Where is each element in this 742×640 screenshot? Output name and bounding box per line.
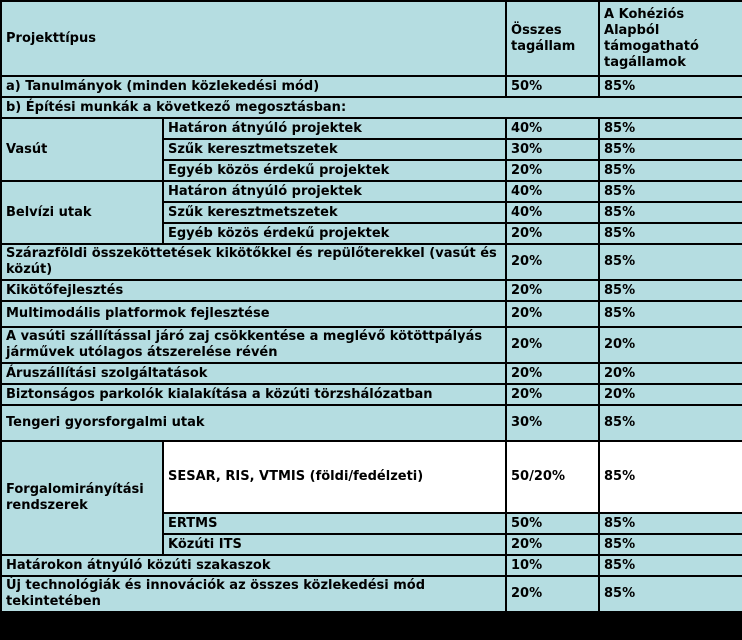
table-row — [2, 364, 742, 383]
sub-label: ERTMS — [164, 514, 505, 533]
row-value-all: 20% — [507, 535, 598, 554]
row-value-cohesion: 85% — [600, 535, 742, 554]
row-label: Új technológiák és innovációk az összes közlekedési mód tekintetében — [2, 577, 505, 611]
row-value-cohesion: 85% — [600, 224, 742, 243]
sub-label: Egyéb közös érdekű projektek — [164, 161, 505, 180]
row-label: Határokon átnyúló közúti szakaszok — [2, 556, 505, 575]
section-label: b) Építési munkák a következő megosztásban: — [2, 98, 742, 117]
row-label: Kikötőfejlesztés — [2, 281, 505, 300]
header-all-member-states: Összes tagállam — [507, 2, 598, 75]
row-value-all: 20% — [507, 577, 598, 611]
row-value-cohesion: 85% — [600, 577, 742, 611]
table-row — [2, 245, 742, 279]
row-value-cohesion: 85% — [600, 161, 742, 180]
sub-label: Szűk keresztmetszetek — [164, 203, 505, 222]
table-row — [2, 385, 742, 404]
table-row — [2, 77, 742, 96]
table-row — [2, 442, 742, 512]
row-value-all: 20% — [507, 364, 598, 383]
row-value-cohesion: 85% — [600, 77, 742, 96]
row-label: Tengeri gyorsforgalmi utak — [2, 406, 505, 440]
sub-label: Határon átnyúló projektek — [164, 182, 505, 201]
group-label-forgalom: Forgalomirányítási rendszerek — [2, 442, 162, 554]
row-value-cohesion: 20% — [600, 385, 742, 404]
row-value-cohesion: 85% — [600, 406, 742, 440]
sub-label: SESAR, RIS, VTMIS (földi/fedélzeti) — [164, 442, 505, 512]
row-value-all: 20% — [507, 385, 598, 404]
row-value-all: 40% — [507, 182, 598, 201]
table-row — [2, 182, 742, 201]
sub-label: Szűk keresztmetszetek — [164, 140, 505, 159]
table-row — [2, 556, 742, 575]
row-value-all: 20% — [507, 328, 598, 362]
sub-label: Közúti ITS — [164, 535, 505, 554]
row-value-cohesion: 85% — [600, 302, 742, 326]
row-value-all: 20% — [507, 302, 598, 326]
row-value-cohesion: 85% — [600, 281, 742, 300]
row-label: Multimodális platformok fejlesztése — [2, 302, 505, 326]
table-row — [2, 406, 742, 440]
row-value-all: 40% — [507, 119, 598, 138]
row-value-all: 50% — [507, 514, 598, 533]
header-row — [2, 2, 742, 75]
row-label: Biztonságos parkolók kialakítása a közúti törzshálózatban — [2, 385, 505, 404]
row-value-cohesion: 85% — [600, 514, 742, 533]
row-value-cohesion: 85% — [600, 119, 742, 138]
table-row — [2, 577, 742, 611]
row-value-all: 50% — [507, 77, 598, 96]
table-row — [2, 119, 742, 138]
group-label-vasut: Vasút — [2, 119, 162, 180]
table-row — [2, 328, 742, 362]
row-value-cohesion: 85% — [600, 203, 742, 222]
row-value-all: 20% — [507, 224, 598, 243]
header-cohesion-fund-states: A Kohéziós Alapból támogatható tagállamok — [600, 2, 742, 75]
row-value-all: 50/20% — [507, 442, 598, 512]
row-label: A vasúti szállítással járó zaj csökkentése a meglévő kötöttpályás járművek utólagos átszerelése révén — [2, 328, 505, 362]
row-label: a) Tanulmányok (minden közlekedési mód) — [2, 77, 505, 96]
row-value-all: 30% — [507, 406, 598, 440]
row-value-all: 10% — [507, 556, 598, 575]
sub-label: Határon átnyúló projektek — [164, 119, 505, 138]
table-row — [2, 281, 742, 300]
row-value-cohesion: 85% — [600, 442, 742, 512]
row-label: Áruszállítási szolgáltatások — [2, 364, 505, 383]
row-value-cohesion: 20% — [600, 328, 742, 362]
row-value-all: 20% — [507, 161, 598, 180]
header-project-type: Projekttípus — [2, 2, 505, 75]
row-value-cohesion: 20% — [600, 364, 742, 383]
row-value-all: 40% — [507, 203, 598, 222]
row-value-all: 20% — [507, 245, 598, 279]
row-value-all: 30% — [507, 140, 598, 159]
sub-label: Egyéb közös érdekű projektek — [164, 224, 505, 243]
group-label-belvizi: Belvízi utak — [2, 182, 162, 243]
row-value-cohesion: 85% — [600, 140, 742, 159]
section-row — [2, 98, 742, 117]
row-value-cohesion: 85% — [600, 182, 742, 201]
table-row — [2, 302, 742, 326]
row-value-cohesion: 85% — [600, 245, 742, 279]
row-label: Szárazföldi összeköttetések kikötőkkel és repülőterekkel (vasút és közút) — [2, 245, 505, 279]
row-value-all: 20% — [507, 281, 598, 300]
row-value-cohesion: 85% — [600, 556, 742, 575]
